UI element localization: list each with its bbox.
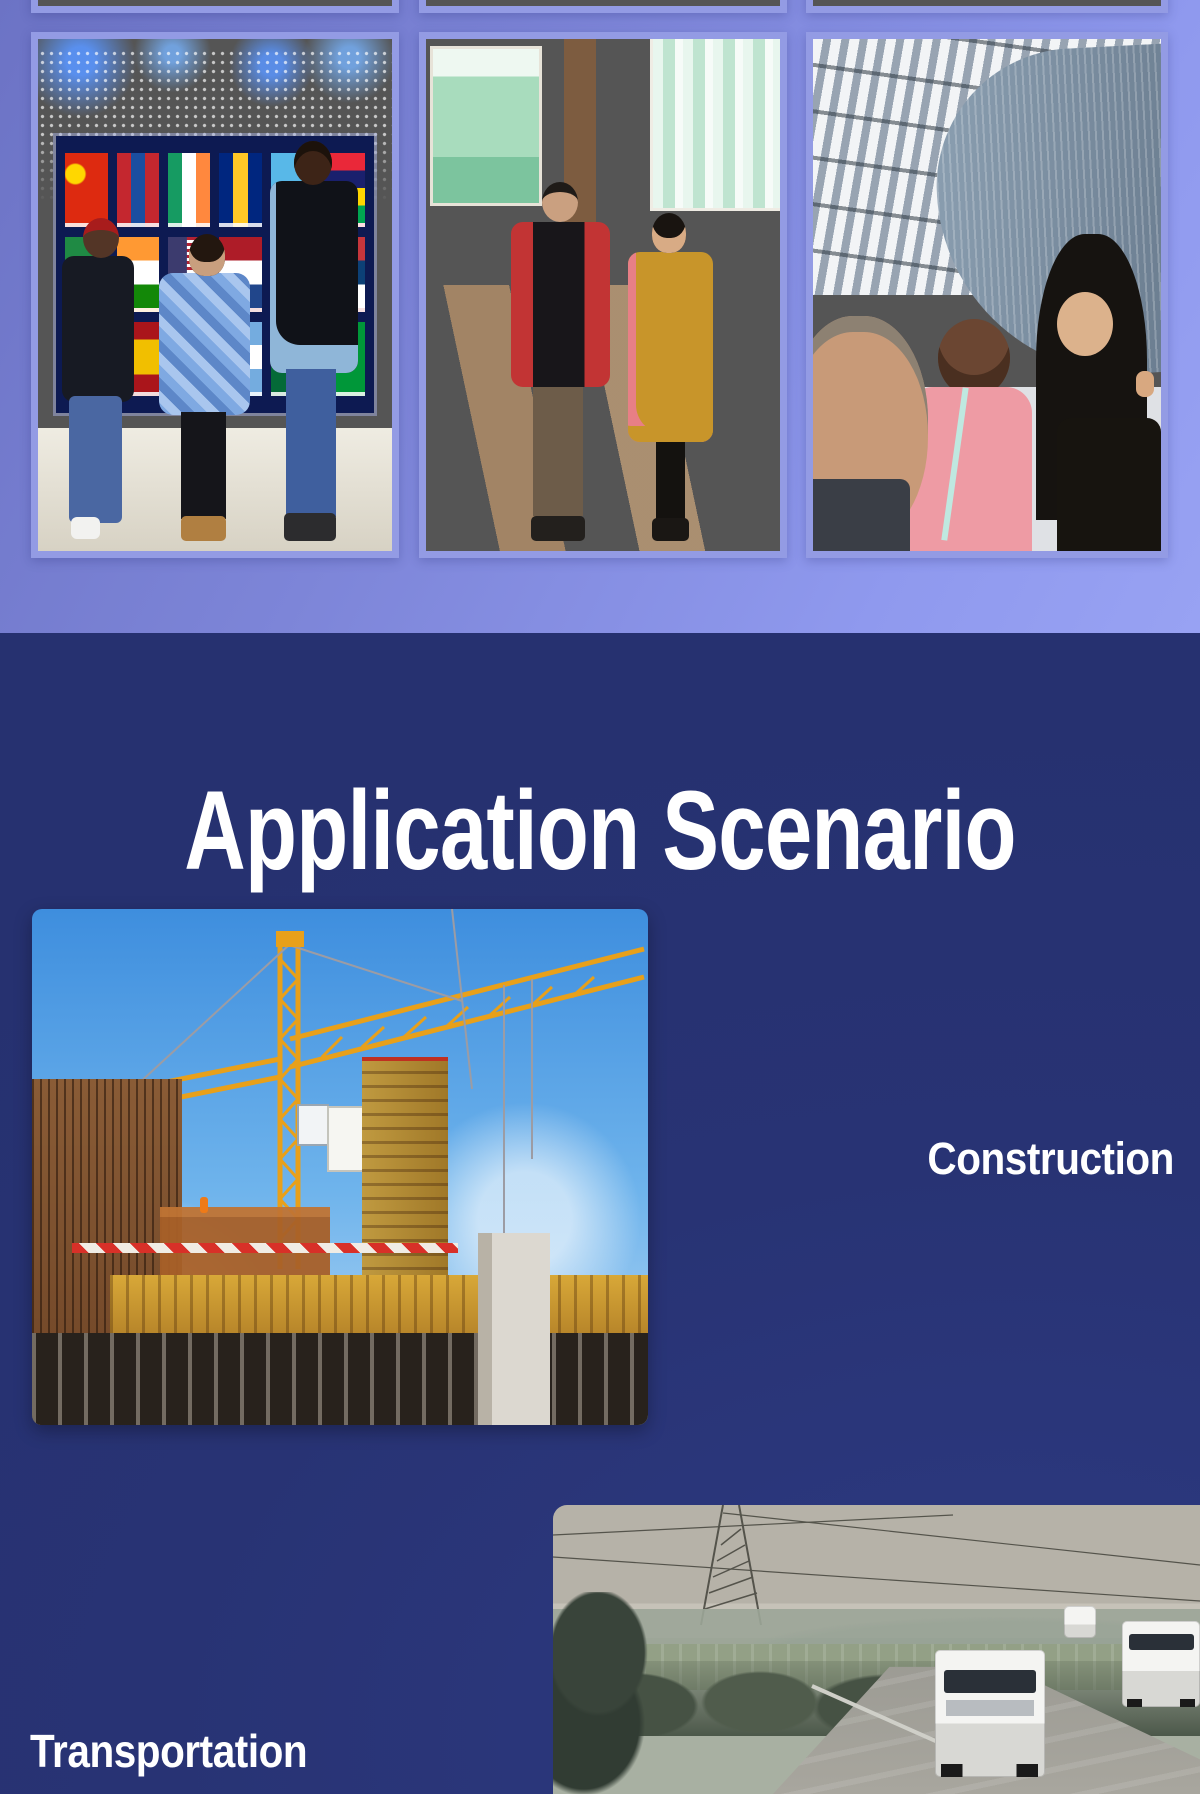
transportation-photo [553,1505,1200,1794]
person-torso [62,256,133,402]
transportation-label: Transportation [30,1725,308,1777]
person-right-body [1057,418,1161,551]
gallery-section [0,0,1200,633]
distant-truck [1064,1606,1096,1638]
white-truck [935,1650,1045,1777]
gallery-photo-flags-wall [31,32,399,558]
gallery-photo-partial-3 [806,0,1168,13]
flag-tile [117,153,159,227]
flag-tile [219,153,261,227]
gallery-photo-partial-2 [419,0,787,13]
worker-in-vest [200,1197,208,1213]
waterfall-poster-left [433,49,539,203]
thumbs-up-hand [1136,371,1154,397]
waterfall-poster-right [653,39,780,208]
application-scenario-section [0,633,1200,1794]
partial-photo-shoes [426,0,780,6]
scaffold-underside [32,1333,648,1425]
truck-wheels [1127,1699,1195,1708]
person-legs [533,387,583,516]
person-legs [181,412,227,520]
person-shoe [531,516,585,541]
person-legs [656,442,685,521]
person-left [504,182,617,540]
person-head [294,141,332,185]
second-truck [1122,1621,1200,1708]
truck-windshield [944,1670,1036,1693]
person-shoe [284,513,336,541]
gallery-photo-partial-1 [31,0,399,13]
flag-tile [65,153,107,227]
person-shoe [71,517,100,539]
person-middle-face [938,319,1010,397]
hall-photo-art [426,39,780,551]
construction-photo [32,909,648,1425]
warning-tape [72,1243,458,1253]
partial-photo-table [813,0,1161,6]
selfie-photo-art [813,39,1161,551]
person-shoe [181,516,227,541]
gallery-photo-hall-visitors [419,32,787,558]
truck-wheels [941,1764,1038,1777]
truck-windshield [1129,1634,1194,1650]
person-torso [511,222,611,387]
gallery-photo-exhibition-selfie [806,32,1168,558]
person-legs [69,396,122,523]
flags-wall-photo-art [38,39,392,551]
concrete-pillar [478,1233,550,1425]
person-head [542,182,578,222]
partial-photo-wood-floor [38,0,392,6]
person-legs [286,369,336,517]
person-head [189,234,225,276]
yellow-deck [110,1275,648,1333]
section-title: Application Scenario [184,768,1016,893]
person-head [652,213,686,253]
construction-label: Construction [927,1133,1174,1184]
flag-tile [168,153,210,227]
person-torso [628,252,713,442]
person-head [83,218,119,258]
column-formwork [362,1057,448,1293]
truck-grille [946,1700,1034,1715]
person-left [56,218,141,535]
person-right [624,213,716,541]
person-torso [159,273,250,414]
person-torso [270,181,357,373]
person-right-face [1057,292,1113,356]
foreground-tree [553,1592,669,1794]
person-middle [155,234,254,541]
person-right [265,141,364,540]
person-shoe [652,518,689,541]
person-left-shirt [813,479,910,551]
